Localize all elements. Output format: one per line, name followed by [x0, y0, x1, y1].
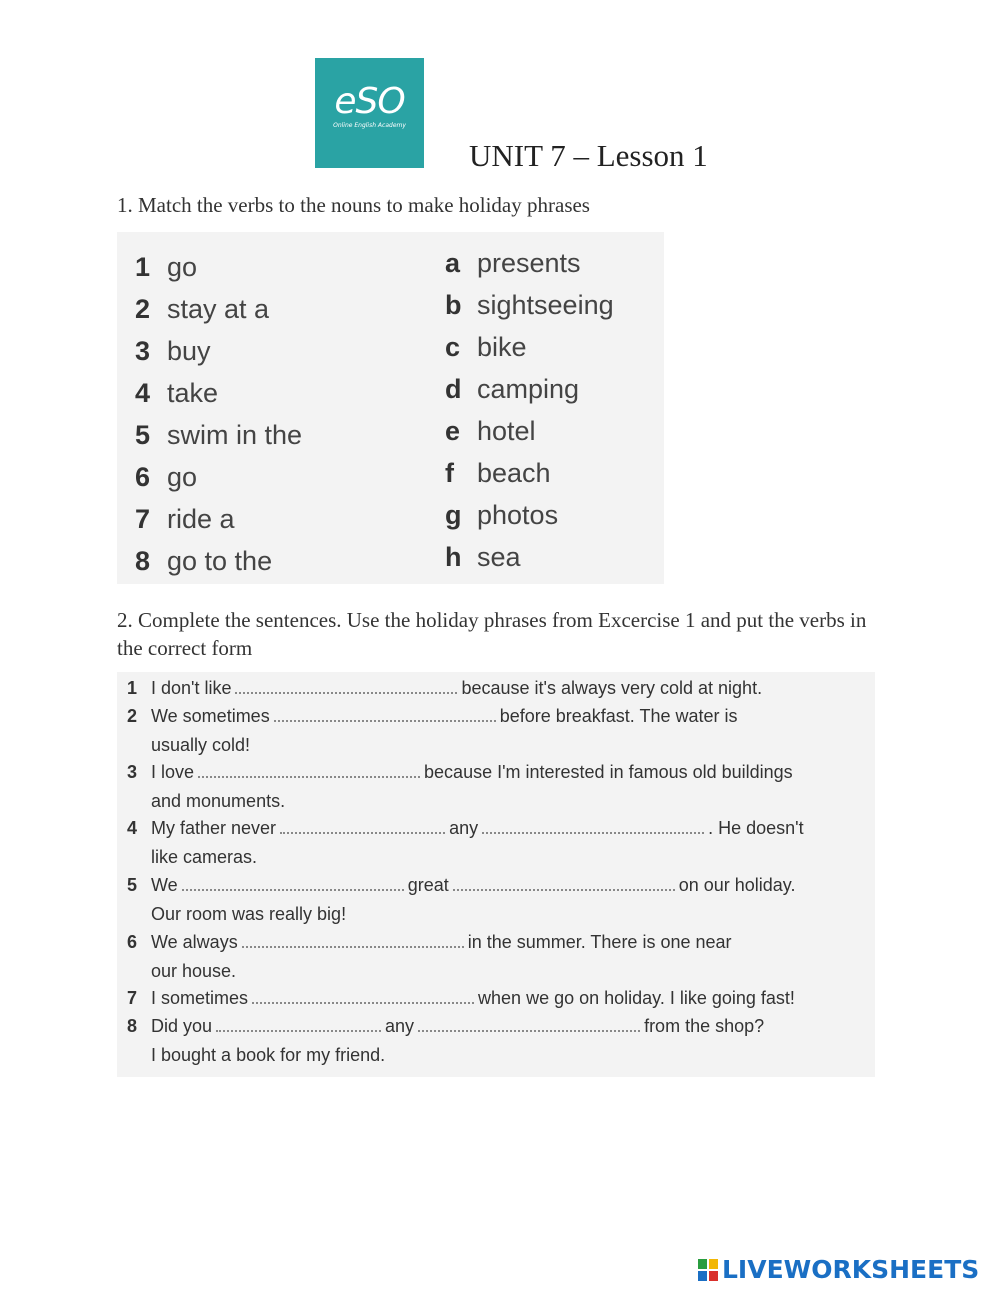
liveworksheets-brand: [698, 1256, 979, 1284]
eso-logo: [315, 58, 424, 168]
brand-text: LIVEWORKSHEETS: [722, 1255, 980, 1284]
answer-blank[interactable]: [216, 1016, 381, 1032]
logo-subtitle: Online English Academy: [333, 122, 406, 129]
answer-blank[interactable]: [453, 875, 675, 891]
logo-mark: eSO: [334, 81, 405, 122]
answer-blank[interactable]: [280, 818, 445, 834]
answer-blank[interactable]: [182, 875, 404, 891]
answer-blank[interactable]: [252, 988, 474, 1004]
exercise2-instruction: 2. Complete the sentences. Use the holiday phrases from Excercise 1 and put the verbs in the correct form: [117, 608, 867, 660]
answer-blank[interactable]: [482, 818, 704, 834]
answer-blank[interactable]: [242, 932, 464, 948]
matching-box: 1 go 2 stay at a 3 buy 4 take 5 swim in the 6 go 7 ride a 8 go to the a presents b sightseeing c bike d camping e hotel f beach g photos h sea: [117, 232, 664, 584]
exercise1-instruction: 1. Match the verbs to the nouns to make holiday phrases: [117, 193, 590, 217]
brand-icon: [698, 1259, 720, 1283]
answer-blank[interactable]: [235, 678, 457, 694]
answer-blank[interactable]: [274, 706, 496, 722]
answer-blank[interactable]: [418, 1016, 640, 1032]
answer-blank[interactable]: [198, 762, 420, 778]
sentences-box: 1 I don't like because it's always very cold at night. 2 We sometimes before breakfast. The water is usually cold! 3 I love because I'm interested in famous old buildings and monuments. 4 My father never any . He doesn't like cameras. 5 We great on our holiday. Our room was really big! 6 We always in the summer. There is one near our house. 7 I sometimes when we go on holiday. I like going fast! 8 Did you any from the shop? I bought a book for my friend.: [117, 672, 875, 1077]
page-title: UNIT 7 – Lesson 1: [469, 138, 708, 173]
